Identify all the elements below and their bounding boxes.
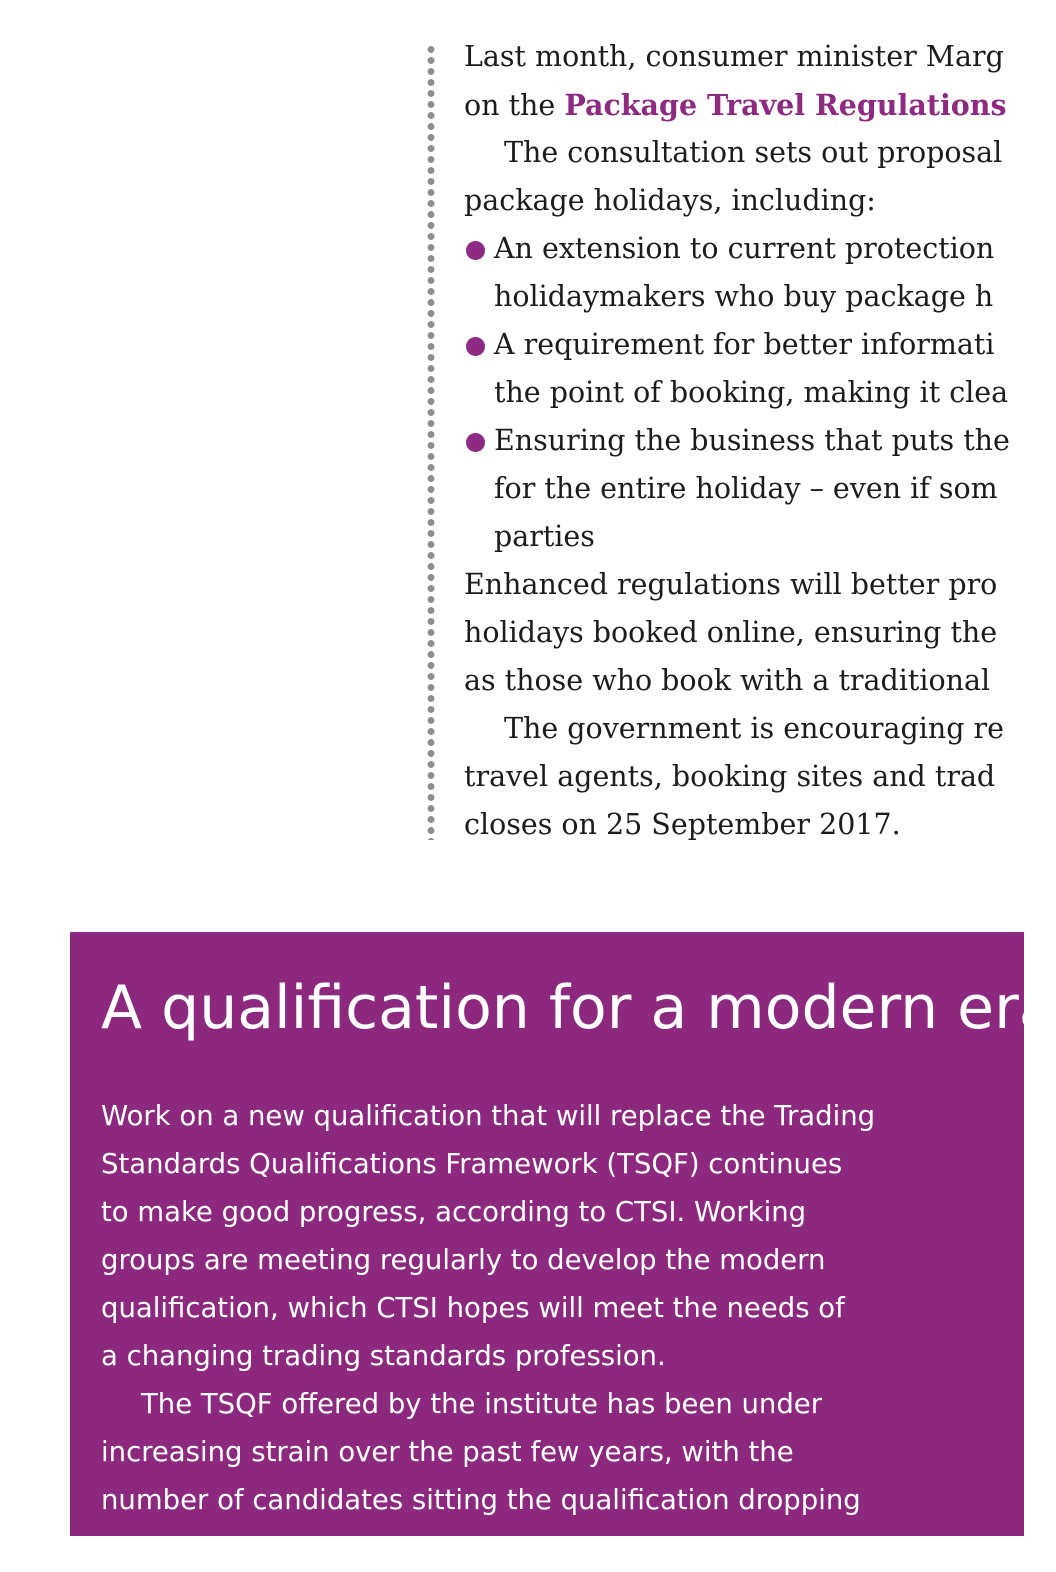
paragraph-line: Enhanced regulations will better pro (464, 568, 998, 601)
bullet-text: An extension to current protection (494, 232, 995, 265)
panel-line: a changing trading standards profession. (101, 1340, 666, 1372)
qualification-panel (70, 932, 1056, 1564)
panel-body (101, 1092, 1031, 1572)
panel-line: Work on a new qualification that will replace the Trading (101, 1100, 876, 1132)
bullet-item (464, 225, 1024, 321)
panel-line: increasing strain over the past few years, with the (101, 1436, 794, 1468)
bullet-dot-icon (466, 337, 485, 356)
bullet-text: parties (494, 520, 595, 553)
panel-line: qualification, which CTSI hopes will meet the needs of (101, 1292, 845, 1324)
paragraph-text: on the (464, 89, 565, 122)
bullet-item (464, 321, 1024, 417)
panel-line: groups are meeting regularly to develop the modern (101, 1244, 826, 1276)
panel-line: The TSQF offered by the institute has been under (141, 1388, 823, 1420)
bullet-item (464, 417, 1024, 561)
bullet-text: for the entire holiday – even if som (494, 472, 998, 505)
paragraph-line-with-link (464, 81, 1024, 129)
paragraph-line: The consultation sets out proposal (504, 136, 1003, 169)
bullet-text: Ensuring the business that puts the (494, 424, 1010, 457)
bullet-text: A requirement for better informati (494, 328, 995, 361)
dotted-column-rule (426, 44, 436, 840)
bullet-dot-icon (466, 433, 485, 452)
panel-line: number of candidates sitting the qualification dropping (101, 1484, 861, 1516)
paragraph-line: package holidays, including: (464, 184, 876, 217)
panel-line: to make good progress, according to CTSI. Working (101, 1196, 807, 1228)
panel-line: Standards Qualifications Framework (TSQF) continues (101, 1148, 843, 1180)
paragraph-line: as those who book with a traditional (464, 664, 991, 697)
bullet-text: holidaymakers who buy package h (494, 280, 994, 313)
paragraph-line: Last month, consumer minister Marg (464, 40, 1004, 73)
bullet-dot-icon (466, 241, 485, 260)
panel-title: A qualification for a modern era (101, 973, 1056, 1043)
paragraph-line: holidays booked online, ensuring the (464, 616, 998, 649)
article-column (464, 33, 1024, 849)
paragraph-line: closes on 25 September 2017. (464, 808, 901, 841)
package-travel-regulations-link[interactable]: Package Travel Regulations (564, 88, 1007, 122)
bullet-text: the point of booking, making it clea (494, 376, 1009, 409)
paragraph-line: The government is encouraging re (504, 712, 1005, 745)
panel-line: by 57 per cent since 2011. Following a consultation (101, 1532, 811, 1564)
paragraph-line: travel agents, booking sites and trad (464, 760, 996, 793)
